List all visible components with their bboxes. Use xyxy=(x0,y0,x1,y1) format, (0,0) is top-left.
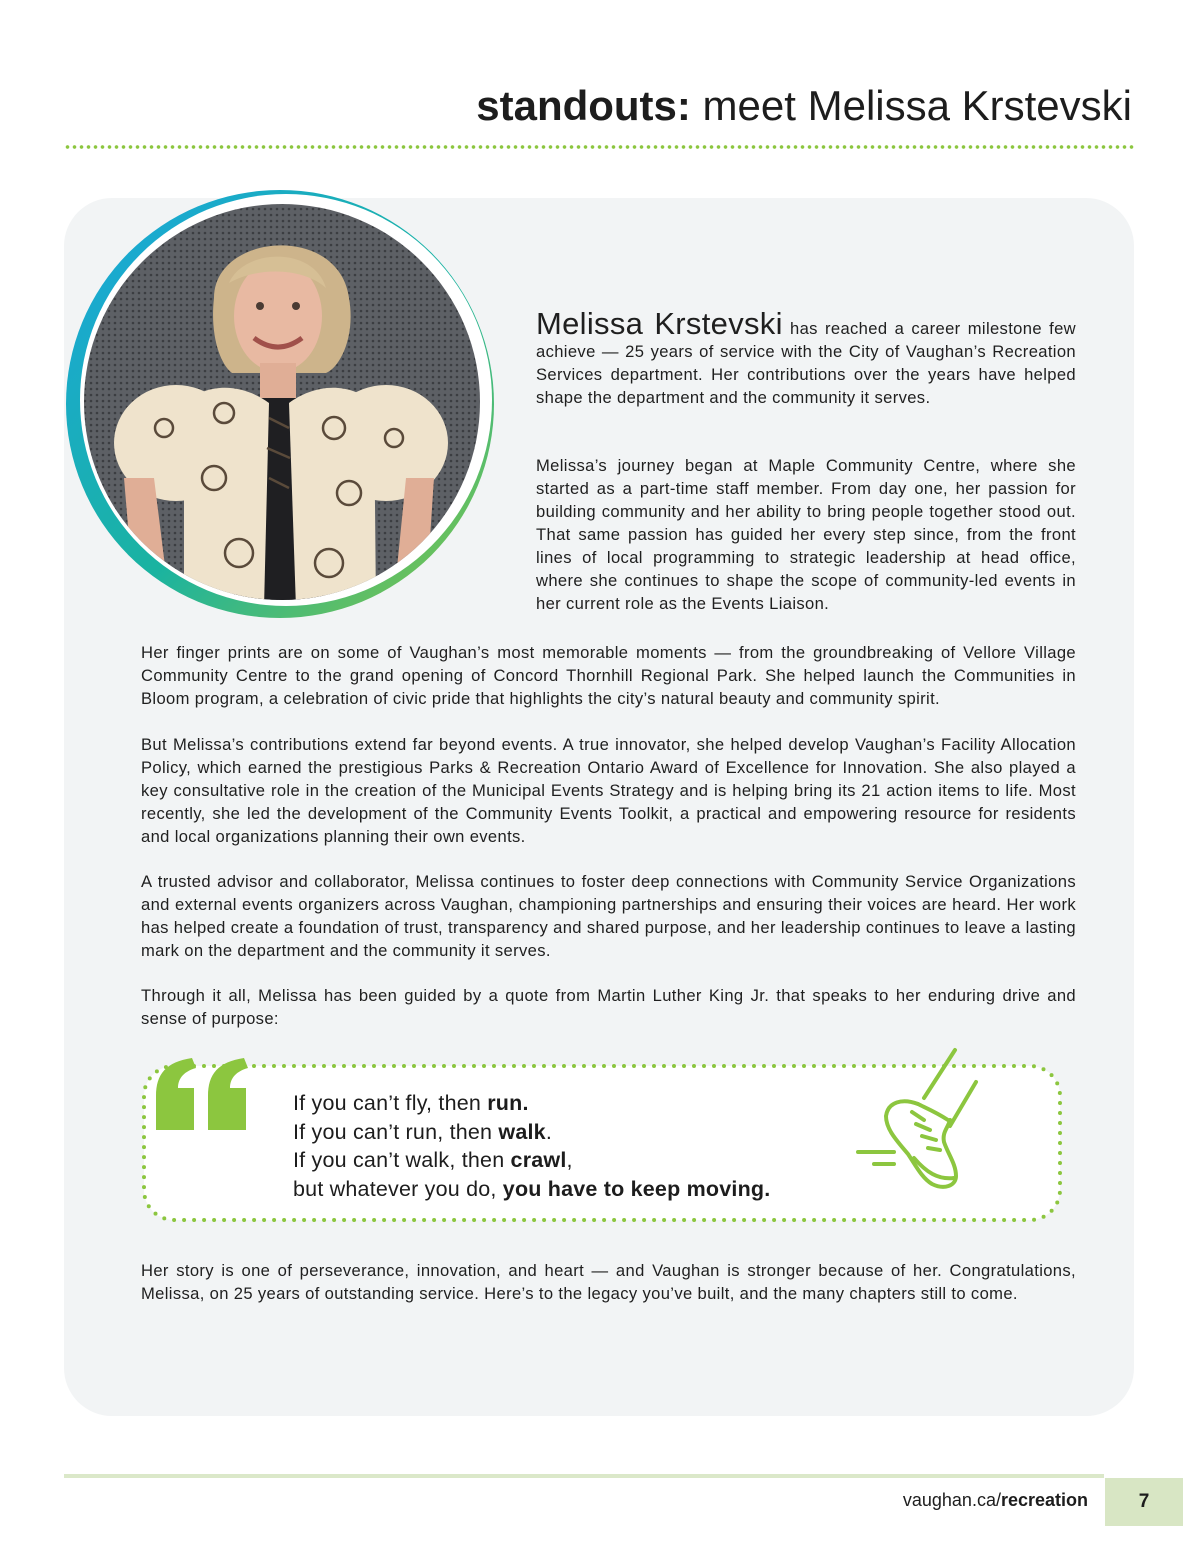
quote-line-2-end: . xyxy=(545,1119,552,1144)
quote-line-4-text: but whatever you do, xyxy=(293,1176,503,1201)
quote-line-2-bold: walk xyxy=(498,1119,546,1144)
body-paragraph-6: Through it all, Melissa has been guided by a quote from Martin Luther King Jr. that speaks to her enduring drive and sense of purpose: xyxy=(141,986,1076,1028)
quote-text xyxy=(293,1089,770,1203)
footer-rule xyxy=(64,1474,1104,1478)
quotation-mark-icon xyxy=(152,1056,252,1132)
quote-line-2 xyxy=(293,1118,770,1147)
page-title-rest: meet Melissa Krstevski xyxy=(690,82,1132,129)
quote-line-1 xyxy=(293,1089,770,1118)
footer-url[interactable] xyxy=(903,1490,1088,1511)
profile-name: Melissa Krstevski xyxy=(536,306,783,341)
page-title-bold: standouts: xyxy=(476,82,691,129)
body-paragraph-2: Melissa’s journey began at Maple Community Centre, where she started as a part-time staff member. From day one, her passion for building community and her ability to bring people together stood out. That same passion has guided her every step since, from the front lines of local programming to strategic leadership at head office, where she continues to shape the scope of community-led events in her current role as the Events Liaison. xyxy=(536,456,1076,613)
quote-line-3-end: , xyxy=(566,1148,573,1173)
portrait-photo xyxy=(64,188,496,620)
quote-line-4 xyxy=(293,1175,770,1204)
quote-line-2-text: If you can’t run, then xyxy=(293,1119,499,1144)
running-shoe-icon xyxy=(852,1046,982,1192)
quote-line-4-bold: you have to keep moving. xyxy=(502,1176,771,1201)
quote-line-1-text: If you can’t fly, then xyxy=(293,1091,488,1115)
body-paragraph-4: But Melissa’s contributions extend far beyond events. A true innovator, she helped develop Vaughan’s Facility Allocation Policy, which earned the prestigious Parks & Recreation Ontario Award of Excellence for Innovation. She also played a key consultative role in the creation of the Municipal Events Strategy and is helping bring its 21 action items to life. Most recently, she led the development of the Community Events Toolkit, a practical and empowering resource for residents and local organizations planning their own events. xyxy=(141,735,1076,846)
intro-text: has reached a career milestone few achieve — 25 years of service with the City of Vaughan’s Recreation Services department. Her contributions over the years have helped shape the department and the community it serves. xyxy=(536,319,1076,407)
dotted-divider xyxy=(64,145,1136,149)
page-title xyxy=(476,80,1132,132)
page-number: 7 xyxy=(1105,1478,1183,1526)
quote-line-3-bold: crawl xyxy=(510,1148,567,1173)
body-paragraph-3: Her finger prints are on some of Vaughan’s most memorable moments — from the groundbreaking of Vellore Village Community Centre to the grand opening of Concord Thornhill Regional Park. She helped launch the Communities in Bloom program, a celebration of civic pride that highlights the city’s natural beauty and community spirit. xyxy=(141,643,1076,708)
intro-paragraph xyxy=(536,306,1076,409)
quote-line-1-bold: run. xyxy=(487,1091,529,1115)
footer-url-path: recreation xyxy=(1000,1490,1088,1510)
footer-url-domain: vaughan.ca/ xyxy=(902,1490,1001,1510)
quote-line-3-text: If you can’t walk, then xyxy=(293,1148,511,1173)
body-paragraph-5: A trusted advisor and collaborator, Melissa continues to foster deep connections with Community Service Organizations and external events organizers across Vaughan, championing partnerships and ensuring their voices are heard. Her work has helped create a foundation of trust, transparency and shared purpose, and her leadership continues to leave a lasting mark on the department and the community it serves. xyxy=(141,872,1076,960)
body-paragraph-7: Her story is one of perseverance, innovation, and heart — and Vaughan is stronger because of her. Congratulations, Melissa, on 25 years of outstanding service. Here’s to the legacy you’ve built, and the many chapters still to come. xyxy=(141,1261,1076,1303)
quote-line-3 xyxy=(293,1146,770,1175)
